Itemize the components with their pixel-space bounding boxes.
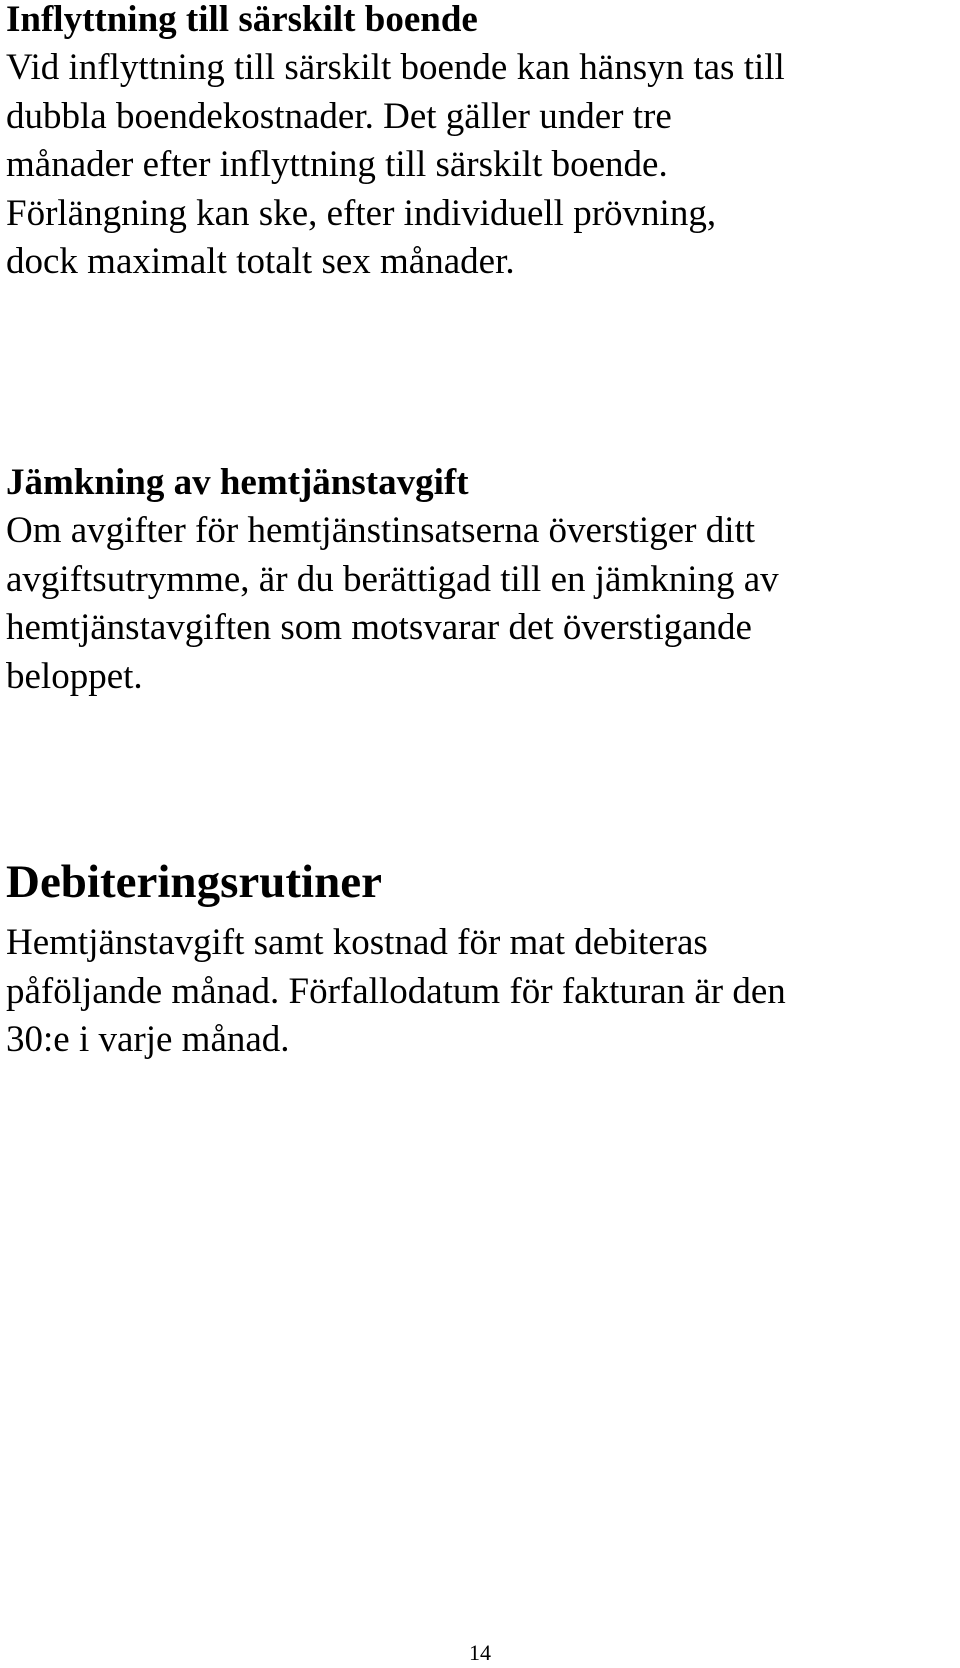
section-debiteringsrutiner — [6, 852, 956, 1065]
body-line: påföljande månad. Förfallodatum för fakturan är den — [6, 970, 786, 1012]
body-line: avgiftsutrymme, är du berättigad till en jämkning av — [6, 558, 779, 600]
section-heading: Inflyttning till särskilt boende — [6, 0, 478, 40]
body-line: hemtjänstavgiften som motsvarar det överstigande — [6, 607, 752, 648]
section-heading: Jämkning av hemtjänstavgift — [6, 462, 469, 503]
section-body — [6, 44, 956, 287]
body-line: 30:e i varje månad. — [6, 1019, 290, 1060]
section-heading: Debiteringsrutiner — [6, 856, 382, 908]
body-line: Vid inflyttning till särskilt boende kan hänsyn tas till — [6, 47, 785, 88]
section-body — [6, 507, 956, 701]
section-jamkning — [6, 459, 956, 701]
section-inflyttning — [6, 0, 956, 287]
body-line: månader efter inflyttning till särskilt boende. — [6, 144, 668, 185]
body-line: beloppet. — [6, 655, 143, 697]
body-line: dubbla boendekostnader. Det gäller under tre — [6, 95, 672, 137]
page-number: 14 — [469, 1640, 491, 1665]
body-line: Om avgifter för hemtjänstinsatserna överstiger ditt — [6, 510, 756, 551]
body-line: Hemtjänstavgift samt kostnad för mat debiteras — [6, 922, 708, 963]
section-body — [6, 919, 956, 1065]
body-line: Förlängning kan ske, efter individuell prövning, — [6, 192, 717, 234]
body-line: dock maximalt totalt sex månader. — [6, 241, 515, 282]
